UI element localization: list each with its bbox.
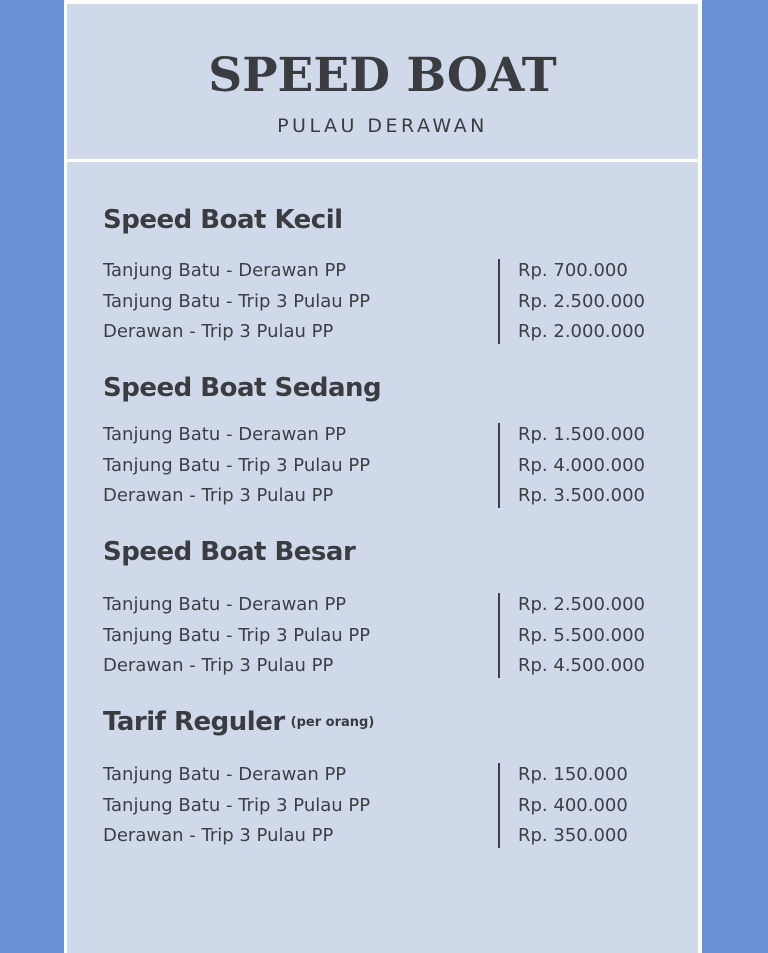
price-value: Rp. 350.000 xyxy=(518,825,628,846)
price-value: Rp. 2.500.000 xyxy=(518,594,645,615)
route-label: Derawan - Trip 3 Pulau PP xyxy=(103,485,334,506)
price-row xyxy=(103,651,683,682)
price-value: Rp. 3.500.000 xyxy=(518,485,645,506)
route-label: Tanjung Batu - Derawan PP xyxy=(103,260,347,281)
route-label: Tanjung Batu - Derawan PP xyxy=(103,764,347,785)
section-heading-text: Tarif Reguler xyxy=(103,707,285,737)
poster-title: SPEED BOAT xyxy=(208,48,557,103)
price-value: Rp. 2.500.000 xyxy=(518,290,645,312)
price-value: Rp. 1.500.000 xyxy=(518,424,645,445)
route-label: Tanjung Batu - Trip 3 Pulau PP xyxy=(103,624,371,646)
price-rows xyxy=(103,420,683,512)
section-note: (per orang) xyxy=(290,715,375,730)
price-row xyxy=(103,451,683,482)
route-label: Tanjung Batu - Derawan PP xyxy=(103,424,347,445)
price-row xyxy=(103,791,683,822)
section-tarif-reguler xyxy=(103,706,683,846)
section-speed-boat-sedang xyxy=(103,372,683,506)
price-list-panel xyxy=(67,162,698,953)
section-speed-boat-besar xyxy=(103,536,683,676)
price-value: Rp. 700.000 xyxy=(518,260,628,281)
route-label: Tanjung Batu - Derawan PP xyxy=(103,594,347,615)
price-row xyxy=(103,760,683,791)
price-row xyxy=(103,287,683,318)
section-heading xyxy=(103,372,683,404)
route-label: Tanjung Batu - Trip 3 Pulau PP xyxy=(103,290,371,312)
section-speed-boat-kecil xyxy=(103,204,683,342)
price-value: Rp. 5.500.000 xyxy=(518,624,645,646)
price-row xyxy=(103,420,683,451)
price-row xyxy=(103,256,683,287)
price-value: Rp. 4.000.000 xyxy=(518,454,645,476)
price-row xyxy=(103,621,683,652)
section-heading xyxy=(103,706,683,739)
poster-subtitle: PULAU DERAWAN xyxy=(277,115,488,137)
price-value: Rp. 4.500.000 xyxy=(518,655,645,676)
price-row xyxy=(103,481,683,512)
route-label: Derawan - Trip 3 Pulau PP xyxy=(103,825,334,846)
price-rows xyxy=(103,256,683,348)
route-label: Derawan - Trip 3 Pulau PP xyxy=(103,321,334,342)
section-heading-text: Speed Boat Besar xyxy=(103,537,356,567)
price-row xyxy=(103,317,683,348)
price-row xyxy=(103,821,683,852)
section-heading-text: Speed Boat Kecil xyxy=(103,205,343,235)
price-row xyxy=(103,590,683,621)
price-rows xyxy=(103,760,683,852)
price-value: Rp. 2.000.000 xyxy=(518,321,645,342)
route-label: Tanjung Batu - Trip 3 Pulau PP xyxy=(103,794,371,816)
section-heading xyxy=(103,536,683,568)
price-rows xyxy=(103,590,683,682)
price-value: Rp. 400.000 xyxy=(518,794,628,816)
header-panel xyxy=(67,4,698,159)
route-label: Derawan - Trip 3 Pulau PP xyxy=(103,655,334,676)
section-heading xyxy=(103,204,683,236)
price-value: Rp. 150.000 xyxy=(518,764,628,785)
route-label: Tanjung Batu - Trip 3 Pulau PP xyxy=(103,454,371,476)
section-heading-text: Speed Boat Sedang xyxy=(103,373,382,403)
